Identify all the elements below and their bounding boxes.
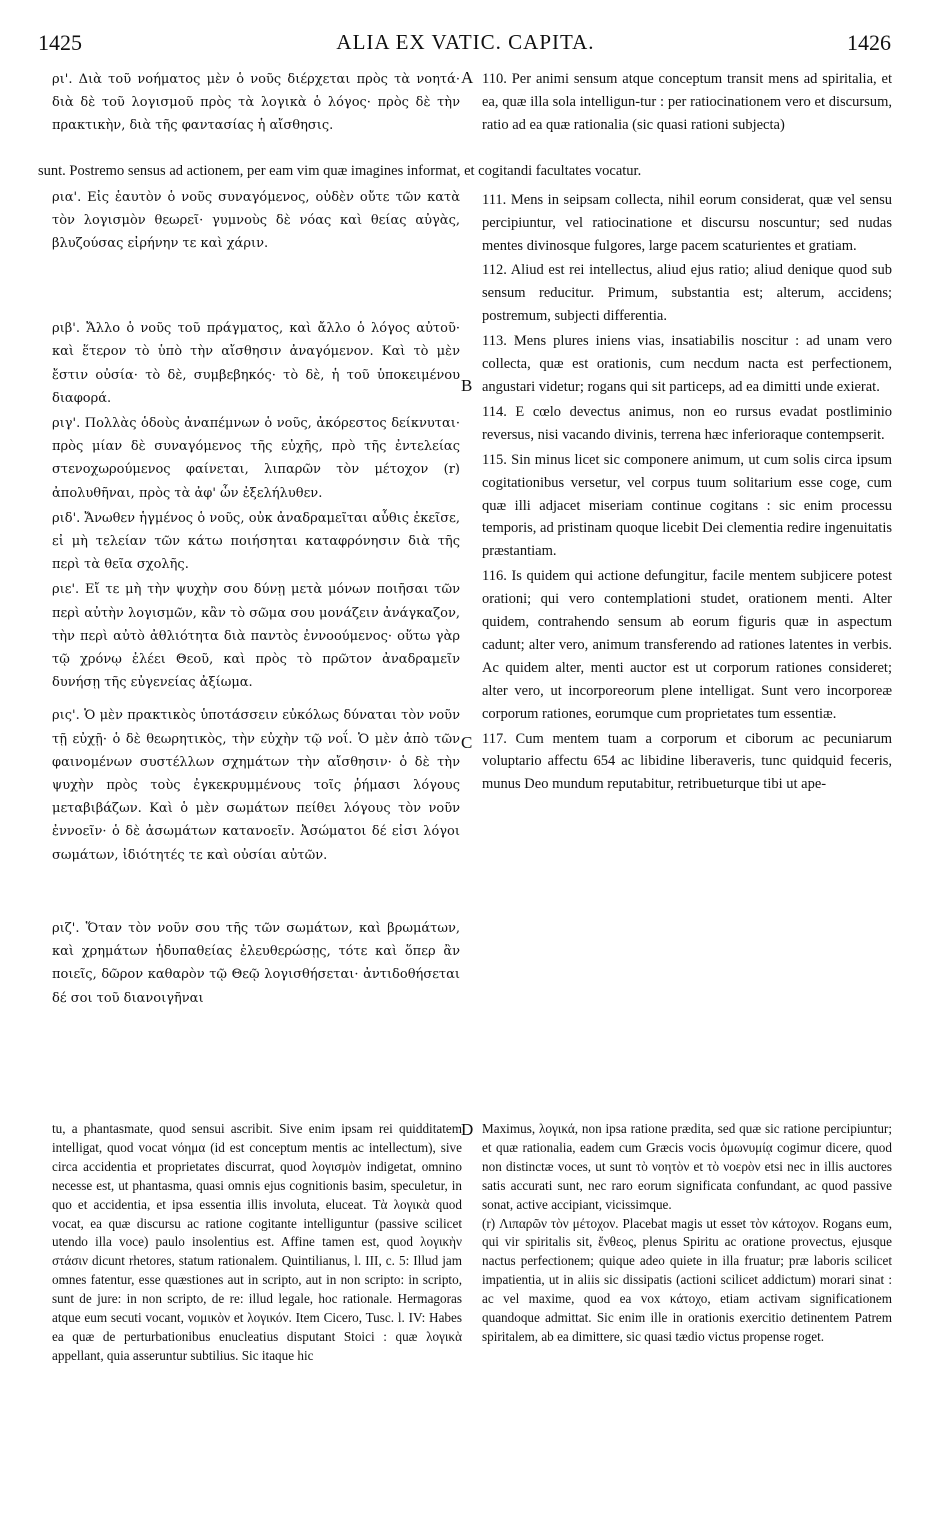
notes-left: [52, 1120, 462, 1366]
note-right-text-1: Maximus, λογικά, non ipsa ratione prædita, sed quæ sic ratione percipiuntur; et quæ rationalia, eadem cum Græcis vocis ὁμωνυμίᾳ cogimur dicere, quod non distinctæ voces, ut sunt τὸ νοητὸν et τὸ νοερὸν etsi nec in illis auctores satis accurati sunt, nec raro eorum significata confundant, ac quod passive sonat, active accipiant, vicissimque.: [482, 1121, 892, 1212]
margin-marker-d: D: [461, 1120, 474, 1139]
spanning-line: sunt. Postremo sensus ad actionem, per eam vim quæ imagines informat, et cogitandi facultates vocatur.: [38, 163, 642, 179]
greek-chapter-116: ρις'. Ὁ μὲν πρακτικὸς ὑποτάσσειν εὐκόλως δύναται τὸν νοῦν τῇ εὐχῇ· ὁ δὲ θεωρητικὸς, τὴν εὐχὴν τῷ νοΐ. Ὁ μὲν ἀπὸ τῶν φαινομένων συστέλλων σχημάτων τὴν αἴσθησιν· ὁ δὲ τὴν ψυχὴν πρὸς τοὺς ἐγκεκρυμμένους τοῖς ῥήμασι λόγους μεταβιβάζων. Καὶ ὁ μὲν σωμάτων πείθει λόγους τὸν νοῦν ἐννοεῖν· ὁ δὲ ἀσωμάτων κατανοεῖν. Ἀσώματοι δέ εἰσι λόγοι σωμάτων, ἰδιότητές τε καὶ οὐσίαι αὐτῶν.: [52, 708, 460, 863]
greek-chapter-117: ριζ'. Ὅταν τὸν νοῦν σου τῆς τῶν σωμάτων, καὶ βρωμάτων, καὶ χρημάτων ἡδυπαθείας ἐλευθερώσῃς, τότε καὶ ὅπερ ἂν ποιεῖς, δῶρον καθαρὸν τῷ Θεῷ λογισθήσεται· ἀντιδοθήσεται δέ σοι τοῦ διανοιγῆναι: [52, 920, 460, 1006]
note-left-text: tu, a phantasmate, quod sensui ascribit. Sive enim ipsam rei quidditatem intelligat, quod vocat νόημα (id est conceptum mentis ac intellectum), sive circa accidentia et proprietates discurrat, quod λογισμὸν indigetat, omnino necesse est, ut phantasma, quasi omnis ejus cognitionis basim, speculetur, in quo et accidentia, et ipsa essentia illis involuta, eluceat. Τὰ λογικὰ quod vocat, ea quæ discursu ac ratione cogitante intelliguntur (passive scilicet utendo illa voce) paulo insolentius est. Affine tamen est, quod λογικὴν στάσιν dicunt rhetores, statum rationalem. Quintilianus, l. III, c. 5: Illud jam omnes fatentur, esse quæstiones aut in scripto, aut in non scripto: in scripto, sunt de jure: in non scripto, de re: illud legale, hoc rationale. Hermagoras atque eum secuti vocant, νομικὸν et λογικόν. Item Cicero, Tusc. l. IV: Habes ea quæ de perturbationibus enucleatius disputant Stoici : quæ λογικὰ appellant, quia asseruntur subtilius. Sic itaque hic: [52, 1121, 462, 1363]
margin-marker-b: B: [461, 376, 473, 395]
greek-chapter-112: ριβ'. Ἄλλο ὁ νοῦς τοῦ πράγματος, καὶ ἄλλο ὁ λόγος αὐτοῦ· καὶ ἕτερον τὸ ὑπὸ τὴν αἴσθησιν ἀναγόμενον. Καὶ τὸ μὲν ἔστιν οὐσία· τὸ δὲ, συμβεβηκός· τὸ δὲ, ἡ τοῦ ὑποκειμένου διαφορά.: [52, 321, 460, 406]
latin-chapter-114: 114. E cœlo devectus animus, non eo rursus evadat postliminio reversus, nisi vacando divinis, terrena hæc inferioraque contempserit.: [482, 403, 892, 443]
latin-chapter-115: 115. Sin minus licet sic componere animum, ut cum solis circa ipsum cogitationibus versetur, vel corpus tuum solitarium esse coge, cum quæ illi adjacet miseriam continue cogitans : sic enim processu temporis, ad pristinam quoque licebit Dei clementia redire ingenuitatis præstantiam.: [482, 451, 892, 560]
margin-marker-c: C: [461, 733, 473, 752]
greek-chapter-111: ρια'. Εἰς ἑαυτὸν ὁ νοῦς συναγόμενος, οὐδὲν οὔτε τῶν κατὰ τὸν λογισμὸν θεωρεῖ· γυμνοὺς δὲ νόας καὶ θείας αὐγὰς, βλυζούσας εἰρήνην τε καὶ χάριν.: [52, 189, 460, 252]
latin-chapter-112: 112. Aliud est rei intellectus, aliud ejus ratio; aliud denique quod sub sensum reducitur. Primum, substantia est; alterum, accidens; postremum, subjecti differentia.: [482, 262, 892, 325]
latin-chapter-111: 111. Mens in seipsam collecta, nihil eorum considerat, quæ vel sensu percipiuntur, vel ratiocinatione et discursu noscuntur; sed nudas mentes divinosque fulgores, large pacem scaturientes et gratiam.: [482, 191, 892, 254]
margin-marker-a: A: [461, 68, 474, 87]
greek-chapter-110: ρι'. Διὰ τοῦ νοήματος μὲν ὁ νοῦς διέρχεται πρὸς τὰ νοητά· διὰ δὲ τοῦ λογισμοῦ πρὸς τὰ λογικὰ ὁ λόγος· πρὸς δὲ τὴν πρακτικὴν, διὰ τῆς φαντασίας ἡ αἴσθησις.: [52, 72, 460, 134]
left-page-number: 1425: [38, 30, 82, 55]
notes-right: [482, 1120, 892, 1347]
latin-chapter-113: 113. Mens plures iniens vias, insatiabilis noscitur : ad unam vero collecta, quæ est orationis, cum necdum nacta est perfectionem, angustari videtur; rogans qui sit particeps, ad ea dimitti unde exierat.: [482, 333, 892, 395]
greek-chapter-113: ριγ'. Πολλὰς ὁδοὺς ἀναπέμνων ὁ νοῦς, ἀκόρεστος δείκνυται· πρὸς μίαν δὲ συναγόμενος τῆς εὐχῆς, πρὸ τῆς ἐντελείας στενοχωρούμενος φαίνεται, λιπαρῶν τὸν μέτοχον (r) ἀπολυθῆναι, πρὸς τὰ ἀφ' ὧν ἐξελήλυθεν.: [52, 416, 460, 501]
latin-chapter-110: 110. Per animi sensum atque conceptum transit mens ad spiritalia, et ea, quæ illa sola intelligun-tur : per ratiocinationem vero et discursum, ratio ad ea quæ rationalia (sic quasi rationi subjecta): [482, 71, 892, 133]
greek-column: [52, 68, 460, 1010]
running-header: [0, 30, 931, 60]
latin-chapter-116: 116. Is quidem qui actione defungitur, facile mentem subjicere potest orationi; qui vero contemplationi studet, orationem menti. Alter quidem, contrahendo sensum ab eorum figuris quæ in aspectum cadunt; alter vero, animum transferendo ad rationes latentes in verbis. Ac quidem alter, menti auctor est ut corporum rationes consideret; alter vero, ut incorporeorum plene intelligat. Sunt vero incorporeæ corporum rationes, eorumque cum proprietates tum essentiæ.: [482, 568, 892, 722]
greek-chapter-115: ριε'. Εἴ τε μὴ τὴν ψυχὴν σου δύνῃ μετὰ μόνων ποιῆσαι τῶν περὶ αὐτὴν λογισμῶν, κἂν τὸ σῶμα σου μονάζειν ἀνάγκαζον, τὴν περὶ αὐτὸ ἀθλιότητα διὰ παντὸς ἐννοούμενος· οὕτω γὰρ τῷ χρόνῳ ἐλέει Θεοῦ, καὶ πρὸς τὸ πρῶτον ἀναδραμεῖν δυνήσῃ τῆς εὐγενείας ἀξίωμα.: [52, 582, 460, 691]
greek-chapter-114: ριδ'. Ἄνωθεν ἡγμένος ὁ νοῦς, οὐκ ἀναδραμεῖται αὖθις ἐκεῖσε, εἰ μὴ τελείαν τῶν κάτω ποιήσηται καταφρόνησιν διὰ τῆς περὶ τὰ θεῖα σχολῆς.: [52, 510, 460, 573]
latin-chapter-117: 117. Cum mentem tuam a corporum et ciborum ac pecuniarum voluptario affectu 654 ac libidine liberaveris, tunc quidquid feceris, munus Deo mundum reputabitur, retribueturque tibi ut ape-: [482, 730, 892, 793]
page-title: ALIA EX VATIC. CAPITA.: [336, 30, 595, 54]
right-page-number: 1426: [847, 30, 891, 55]
note-right-text-2: (r) Λιπαρῶν τὸν μέτοχον. Placebat magis ut esset τὸν κάτοχον. Rogans eum, qui vir spiritalis sit, ἔνθεος, plenus Spiritu ac oratione provectus, ejusque nactus perfectionem; quique adeo quiete in illa fruatur; præ laboris scilicet impatientia, ut in aliis sic dissipatis (actioni scilicet addictum) morari sinat : ac vel maxime, quod ea vox κάτοχο, etiam activam significationem quandoque admittat. Sic enim ille in orationis exercitio detinentem Patrem spiritalem, ab ea dimittere, sic quasi tædio victus propense roget.: [482, 1215, 892, 1344]
